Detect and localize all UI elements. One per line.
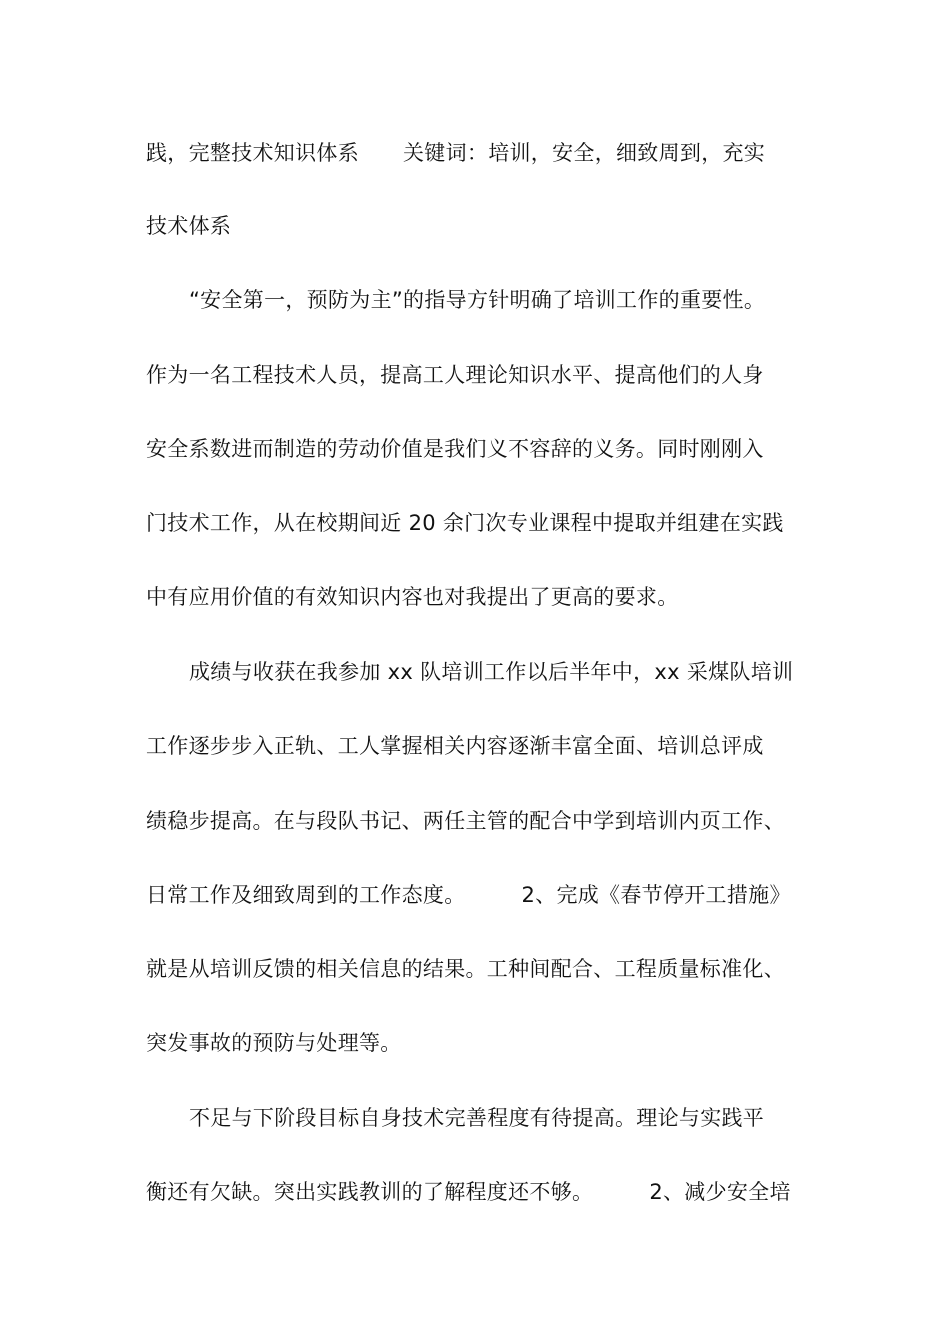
text-line: 中有应用价值的有效知识内容也对我提出了更高的要求。 bbox=[146, 585, 679, 609]
text-line: 门技术工作，从在校期间近 20 余门次专业课程中提取并组建在实践 bbox=[146, 511, 784, 535]
text-line: 工作逐步步入正轨、工人掌握相关内容逐渐丰富全面、培训总评成 bbox=[146, 734, 764, 758]
text-segment: 衡还有欠缺。突出实践教训的了解程度还不够。 bbox=[146, 1180, 594, 1204]
paragraph-first-line: 成绩与收获在我参加 xx 队培训工作以后半年中，xx 采煤队培训 bbox=[189, 660, 794, 684]
text-line bbox=[146, 138, 826, 168]
text-line: 安全系数进而制造的劳动价值是我们义不容辞的义务。同时刚刚入 bbox=[146, 437, 764, 461]
text-line: 技术体系 bbox=[146, 214, 232, 238]
text-line: 作为一名工程技术人员，提高工人理论知识水平、提高他们的人身 bbox=[146, 363, 764, 387]
text-line: 绩稳步提高。在与段队书记、两任主管的配合中学到培训内页工作、 bbox=[146, 809, 785, 833]
text-segment: 日常工作及细致周到的工作态度。 bbox=[146, 883, 466, 907]
text-segment: 关键词：培训，安全，细致周到，充实 bbox=[403, 141, 766, 165]
paragraph-first-line: “安全第一，预防为主”的指导方针明确了培训工作的重要性。 bbox=[189, 288, 766, 312]
text-line: 就是从培训反馈的相关信息的结果。工种间配合、工程质量标准化、 bbox=[146, 957, 785, 981]
text-line bbox=[146, 1177, 826, 1207]
text-segment: 2、减少安全培 bbox=[649, 1180, 791, 1204]
text-line bbox=[146, 880, 826, 910]
text-segment: 2、完成《春节停开工措施》 bbox=[521, 883, 791, 907]
paragraph-first-line: 不足与下阶段目标自身技术完善程度有待提高。理论与实践平 bbox=[189, 1106, 765, 1130]
text-segment: 践，完整技术知识体系 bbox=[146, 141, 359, 165]
text-line: 突发事故的预防与处理等。 bbox=[146, 1031, 402, 1055]
